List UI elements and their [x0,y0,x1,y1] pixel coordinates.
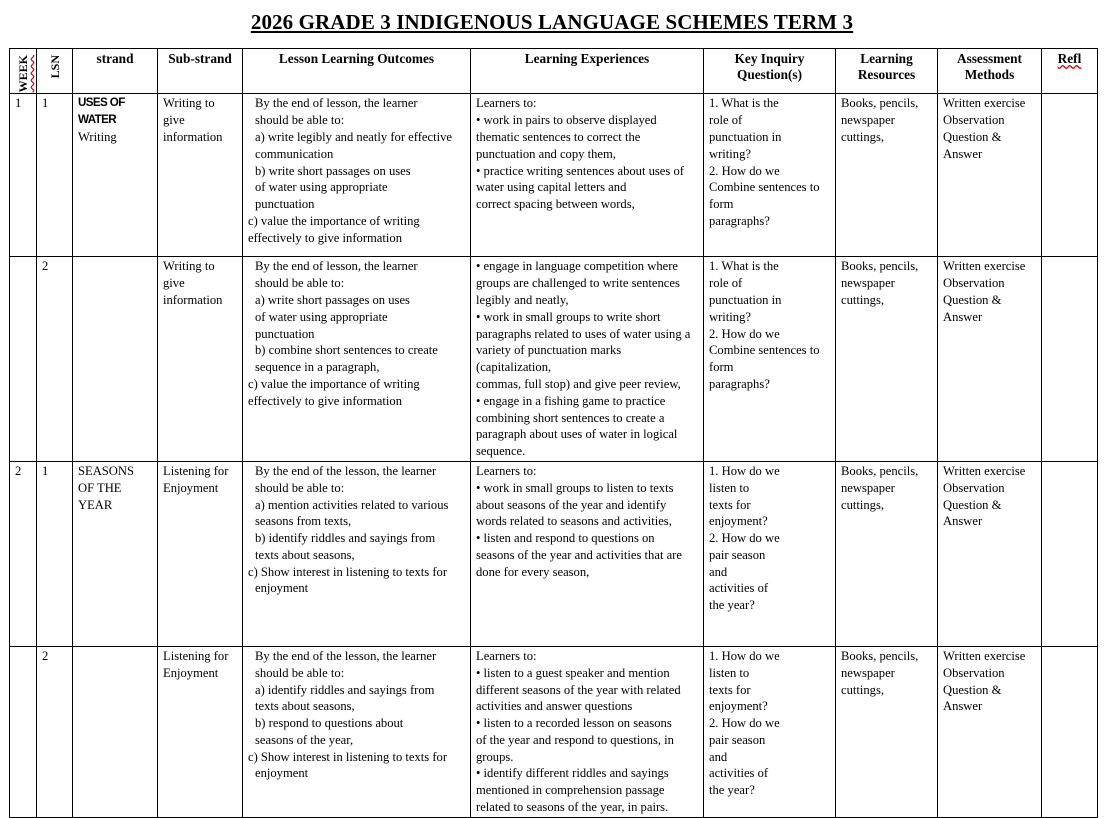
assessment-line: Observation [943,665,1005,680]
outcome-line: enjoyment [255,766,309,781]
resource-line: newspaper [841,480,895,495]
week-cell [10,257,37,462]
strand-cell [73,461,158,646]
inquiry-line: form [709,360,734,375]
assessment-line: Written exercise [943,96,1026,111]
assessment-line: Written exercise [943,463,1026,478]
outcome-line: of water using appropriate [255,309,388,324]
outcome-line: seasons from texts, [255,514,352,529]
strand-cell [73,257,158,462]
experience-line: correct spacing between words, [476,197,635,212]
assessment-line: Question & [943,129,1002,144]
inquiry-line: Combine sentences to [709,343,820,358]
assessment-line: Written exercise [943,259,1026,274]
experience-line: activities and answer questions [476,699,633,714]
inquiry-line: role of [709,276,743,291]
week-cell: 2 [10,461,37,646]
outcome-line: should be able to: [255,113,345,128]
outcome-line: By the end of the lesson, the learner [255,648,437,663]
inquiry-line: and [709,564,728,579]
resources-cell [836,257,938,462]
inquiry-line: 2. How do we [709,716,780,731]
inquiry-line: activities of [709,581,769,596]
scheme-table [9,48,1098,818]
sub-strand-cell: Writing to give information [158,94,243,257]
resources-cell [836,646,938,817]
experience-line: punctuation and copy them, [476,146,616,161]
outcomes-cell [243,646,471,817]
experience-line: • listen and respond to questions on [476,531,655,546]
experience-line: • engage in a fishing game to practice [476,393,666,408]
sub-strand-cell: Writing to give information [158,257,243,462]
inquiry-cell [704,646,836,817]
lesson-cell: 1 [37,461,73,646]
outcome-line: effectively to give information [248,393,402,408]
assessment-line: Observation [943,113,1005,128]
header-sub-strand: Sub-strand [158,49,243,94]
assessment-line: Question & [943,682,1002,697]
inquiry-line: enjoyment? [709,514,768,529]
strand-text: SEASONS OF THE YEAR [78,463,134,512]
assessment-cell [938,646,1042,817]
experience-line: seasons of the year and activities that are [476,547,682,562]
resource-line: Books, pencils, [841,463,919,478]
week-cell [10,646,37,817]
outcome-line: should be able to: [255,665,345,680]
experience-line: Learners to: [476,96,537,111]
header-outcomes: Lesson Learning Outcomes [243,49,471,94]
outcome-line: should be able to: [255,480,345,495]
inquiry-line: 1. What is the [709,96,779,111]
outcome-line: c) value the importance of writing [248,213,420,228]
inquiry-line: Combine sentences to [709,180,820,195]
inquiry-line: paragraphs? [709,376,770,391]
experience-line: • work in small groups to listen to texts [476,480,674,495]
inquiry-line: texts for [709,497,751,512]
outcome-line: a) identify riddles and sayings from [255,682,435,697]
inquiry-line: 2. How do we [709,326,780,341]
assessment-line: Observation [943,276,1005,291]
outcome-line: By the end of lesson, the learner [255,259,418,274]
inquiry-line: role of [709,113,743,128]
resource-line: newspaper [841,665,895,680]
sub-strand-cell: Listening for Enjoyment [158,461,243,646]
inquiry-line: listen to [709,480,750,495]
experience-line: of the year and respond to questions, in [476,732,674,747]
experience-line: related to seasons of the year, in pairs. [476,800,669,815]
header-inquiry: Key Inquiry Question(s) [704,49,836,94]
outcome-line: texts about seasons, [255,547,355,562]
inquiry-line: pair season [709,547,766,562]
outcome-line: a) write short passages on uses [255,292,410,307]
table-row [10,257,1098,462]
inquiry-line: punctuation in [709,129,782,144]
outcome-line: b) respond to questions about [255,716,404,731]
lesson-cell: 2 [37,257,73,462]
resource-line: cuttings, [841,682,885,697]
inquiry-line: listen to [709,665,750,680]
experience-line: paragraphs related to uses of water using a [476,326,691,341]
outcome-line: texts about seasons, [255,699,355,714]
experience-line: Learners to: [476,463,537,478]
experience-line: words related to seasons and activities, [476,514,672,529]
resource-line: Books, pencils, [841,259,919,274]
experience-line: • practice writing sentences about uses of [476,163,684,178]
outcome-line: b) write short passages on uses [255,163,411,178]
inquiry-line: writing? [709,309,751,324]
table-row [10,646,1098,817]
experience-line: • work in pairs to observe displayed [476,113,657,128]
strand-cell [73,94,158,257]
outcome-line: communication [255,146,334,161]
experience-line: done for every season, [476,564,590,579]
experience-line: • listen to a recorded lesson on seasons [476,716,672,731]
assessment-cell [938,257,1042,462]
experiences-cell [471,257,704,462]
inquiry-cell [704,461,836,646]
outcome-line: punctuation [255,197,315,212]
experience-line: groups. [476,749,514,764]
assessment-line: Answer [943,514,983,529]
outcome-line: enjoyment [255,581,309,596]
table-row [10,94,1098,257]
experience-line: variety of punctuation marks (capitalization, [476,343,622,375]
experience-line: legibly and neatly, [476,292,569,307]
outcome-line: a) write legibly and neatly for effective [255,129,452,144]
inquiry-line: 1. How do we [709,463,780,478]
resource-line: cuttings, [841,129,885,144]
inquiry-line: the year? [709,598,755,613]
inquiry-cell [704,257,836,462]
experience-line: • listen to a guest speaker and mention [476,665,670,680]
header-week: WEEK [10,49,37,94]
outcomes-cell [243,461,471,646]
strand-text: Writing [78,129,117,144]
experiences-cell [471,646,704,817]
experience-line: commas, full stop) and give peer review, [476,376,681,391]
experience-line: combining short sentences to create a [476,410,665,425]
outcome-line: c) value the importance of writing [248,376,420,391]
header-reflection: Refl [1042,49,1098,94]
assessment-line: Answer [943,309,983,324]
outcome-line: b) identify riddles and sayings from [255,531,436,546]
inquiry-line: 2. How do we [709,531,780,546]
assessment-cell [938,94,1042,257]
outcome-line: should be able to: [255,276,345,291]
experience-line: about seasons of the year and identify [476,497,667,512]
outcome-line: a) mention activities related to various [255,497,449,512]
outcome-line: By the end of the lesson, the learner [255,463,437,478]
assessment-line: Question & [943,497,1002,512]
experience-line: water using capital letters and [476,180,627,195]
inquiry-line: paragraphs? [709,213,770,228]
inquiry-line: writing? [709,146,751,161]
experience-line: • work in small groups to write short [476,309,661,324]
header-experiences: Learning Experiences [471,49,704,94]
assessment-line: Observation [943,480,1005,495]
outcome-line: b) combine short sentences to create [255,343,438,358]
experiences-cell [471,461,704,646]
experience-line: thematic sentences to correct the [476,129,641,144]
assessment-line: Question & [943,292,1002,307]
outcome-line: of water using appropriate [255,180,388,195]
assessment-line: Answer [943,699,983,714]
header-assessment: Assessment Methods [938,49,1042,94]
inquiry-line: form [709,197,734,212]
page-title: 2026 GRADE 3 INDIGENOUS LANGUAGE SCHEMES TERM 3 [250,10,854,34]
resource-line: newspaper [841,276,895,291]
experience-line: paragraph about uses of water in logical [476,427,678,442]
inquiry-line: the year? [709,783,755,798]
inquiry-line: texts for [709,682,751,697]
inquiry-line: punctuation in [709,292,782,307]
experience-line: groups are challenged to write sentences [476,276,680,291]
strand-cell [73,646,158,817]
inquiry-line: pair season [709,732,766,747]
header-resources: Learning Resources [836,49,938,94]
outcome-line: effectively to give information [248,230,402,245]
reflection-cell [1042,257,1098,462]
outcome-line: c) Show interest in listening to texts for [248,564,448,579]
experience-line: • identify different riddles and sayings [476,766,669,781]
header-lesson: LSN [37,49,73,94]
resource-line: Books, pencils, [841,648,919,663]
reflection-cell [1042,461,1098,646]
inquiry-line: 2. How do we [709,163,780,178]
experience-line: different seasons of the year with related [476,682,681,697]
inquiry-line: 1. How do we [709,648,780,663]
inquiry-line: enjoyment? [709,699,768,714]
outcome-line: seasons of the year, [255,732,354,747]
week-cell: 1 [10,94,37,257]
inquiry-line: and [709,749,728,764]
sub-strand-cell: Listening for Enjoyment [158,646,243,817]
resource-line: cuttings, [841,497,885,512]
resource-line: Books, pencils, [841,96,919,111]
assessment-cell [938,461,1042,646]
experience-line: sequence. [476,444,526,459]
resource-line: newspaper [841,113,895,128]
outcomes-cell [243,257,471,462]
experience-line: mentioned in comprehension passage [476,783,665,798]
inquiry-line: 1. What is the [709,259,779,274]
outcome-line: By the end of lesson, the learner [255,96,418,111]
strand-title: USES OF WATER [78,96,125,127]
resources-cell [836,94,938,257]
resource-line: cuttings, [841,292,885,307]
header-strand: strand [73,49,158,94]
outcomes-cell [243,94,471,257]
outcome-line: punctuation [255,326,315,341]
outcome-line: sequence in a paragraph, [255,360,380,375]
assessment-line: Written exercise [943,648,1026,663]
table-row [10,461,1098,646]
experience-line: Learners to: [476,648,537,663]
experience-line: • engage in language competition where [476,259,678,274]
inquiry-line: activities of [709,766,769,781]
lesson-cell: 1 [37,94,73,257]
assessment-line: Answer [943,146,983,161]
reflection-cell [1042,94,1098,257]
inquiry-cell [704,94,836,257]
experiences-cell [471,94,704,257]
resources-cell [836,461,938,646]
lesson-cell: 2 [37,646,73,817]
header-row [10,49,1098,94]
outcome-line: c) Show interest in listening to texts for [248,749,448,764]
reflection-cell [1042,646,1098,817]
